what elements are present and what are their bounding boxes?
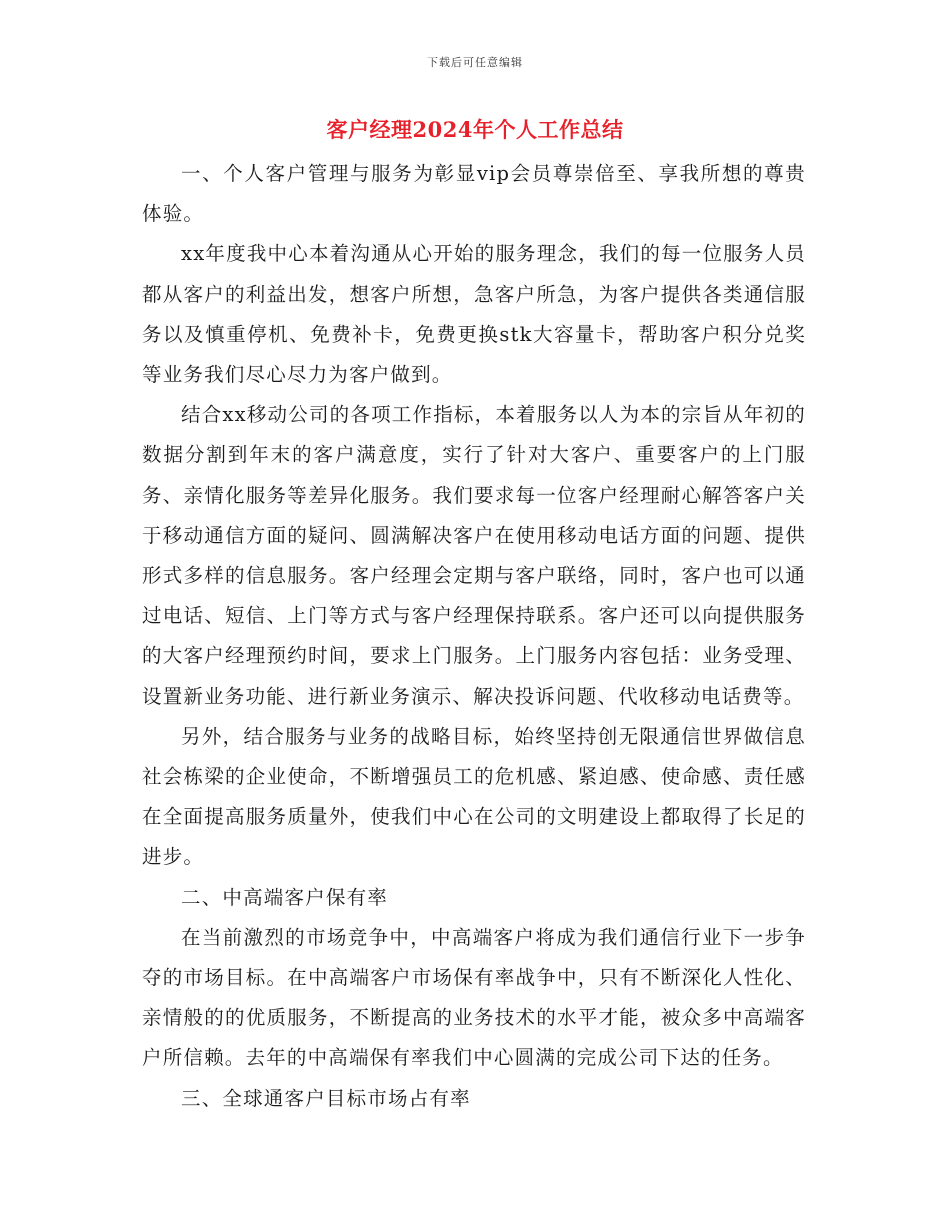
paragraph-service-concept: xx年度我中心本着沟通从心开始的服务理念，我们的每一位服务人员都从客户的利益出发，想客户所想，急客户所急，为客户提供各类通信服务以及慎重停机、免费补卡，免费更换stk大容量卡，帮助客户积分兑奖等业务我们尽心尽力为客户做到。 xyxy=(142,242,806,387)
paragraph-section-2-heading: 二、中高端客户保有率 xyxy=(181,885,389,909)
document-title: 客户经理2024年个人工作总结 xyxy=(326,117,624,142)
paragraph-section-3-heading: 三、全球通客户目标市场占有率 xyxy=(181,1086,471,1110)
paragraph-differentiated-service: 结合xx移动公司的各项工作指标，本着服务以人为本的宗旨从年初的数据分割到年末的客户满意度，实行了针对大客户、重要客户的上门服务、亲情化服务等差异化服务。我们要求每一位客户经理耐心解答客户关于移动通信方面的疑问、圆满解决客户在使用移动电话方面的问题、提供形式多样的信息服务。客户经理会定期与客户联络，同时，客户也可以通过电话、短信、上门等方式与客户经理保持联系。客户还可以向提供服务的大客户经理预约时间，要求上门服务。上门服务内容包括：业务受理、设置新业务功能、进行新业务演示、解决投诉问题、代收移动电话费等。 xyxy=(142,403,806,708)
paragraph-strategic-goals: 另外，结合服务与业务的战略目标，始终坚持创无限通信世界做信息社会栋梁的企业使命，不断增强员工的危机感、紧迫感、使命感、责任感在全面提高服务质量外，使我们中心在公司的文明建设上都取得了长足的进步。 xyxy=(142,724,806,869)
page-header: 下载后可任意编辑 xyxy=(427,56,523,69)
paragraph-high-end-retention: 在当前激烈的市场竞争中，中高端客户将成为我们通信行业下一步争夺的市场目标。在中高端客户市场保有率战争中，只有不断深化人性化、亲情般的的优质服务，不断提高的业务技术的水平才能，被众多中高端客户所信赖。去年的中高端保有率我们中心圆满的完成公司下达的任务。 xyxy=(142,925,806,1070)
paragraph-section-1-heading: 一、个人客户管理与服务为彰显vip会员尊崇倍至、享我所想的尊贵体验。 xyxy=(142,162,806,226)
document-body xyxy=(142,154,806,1119)
